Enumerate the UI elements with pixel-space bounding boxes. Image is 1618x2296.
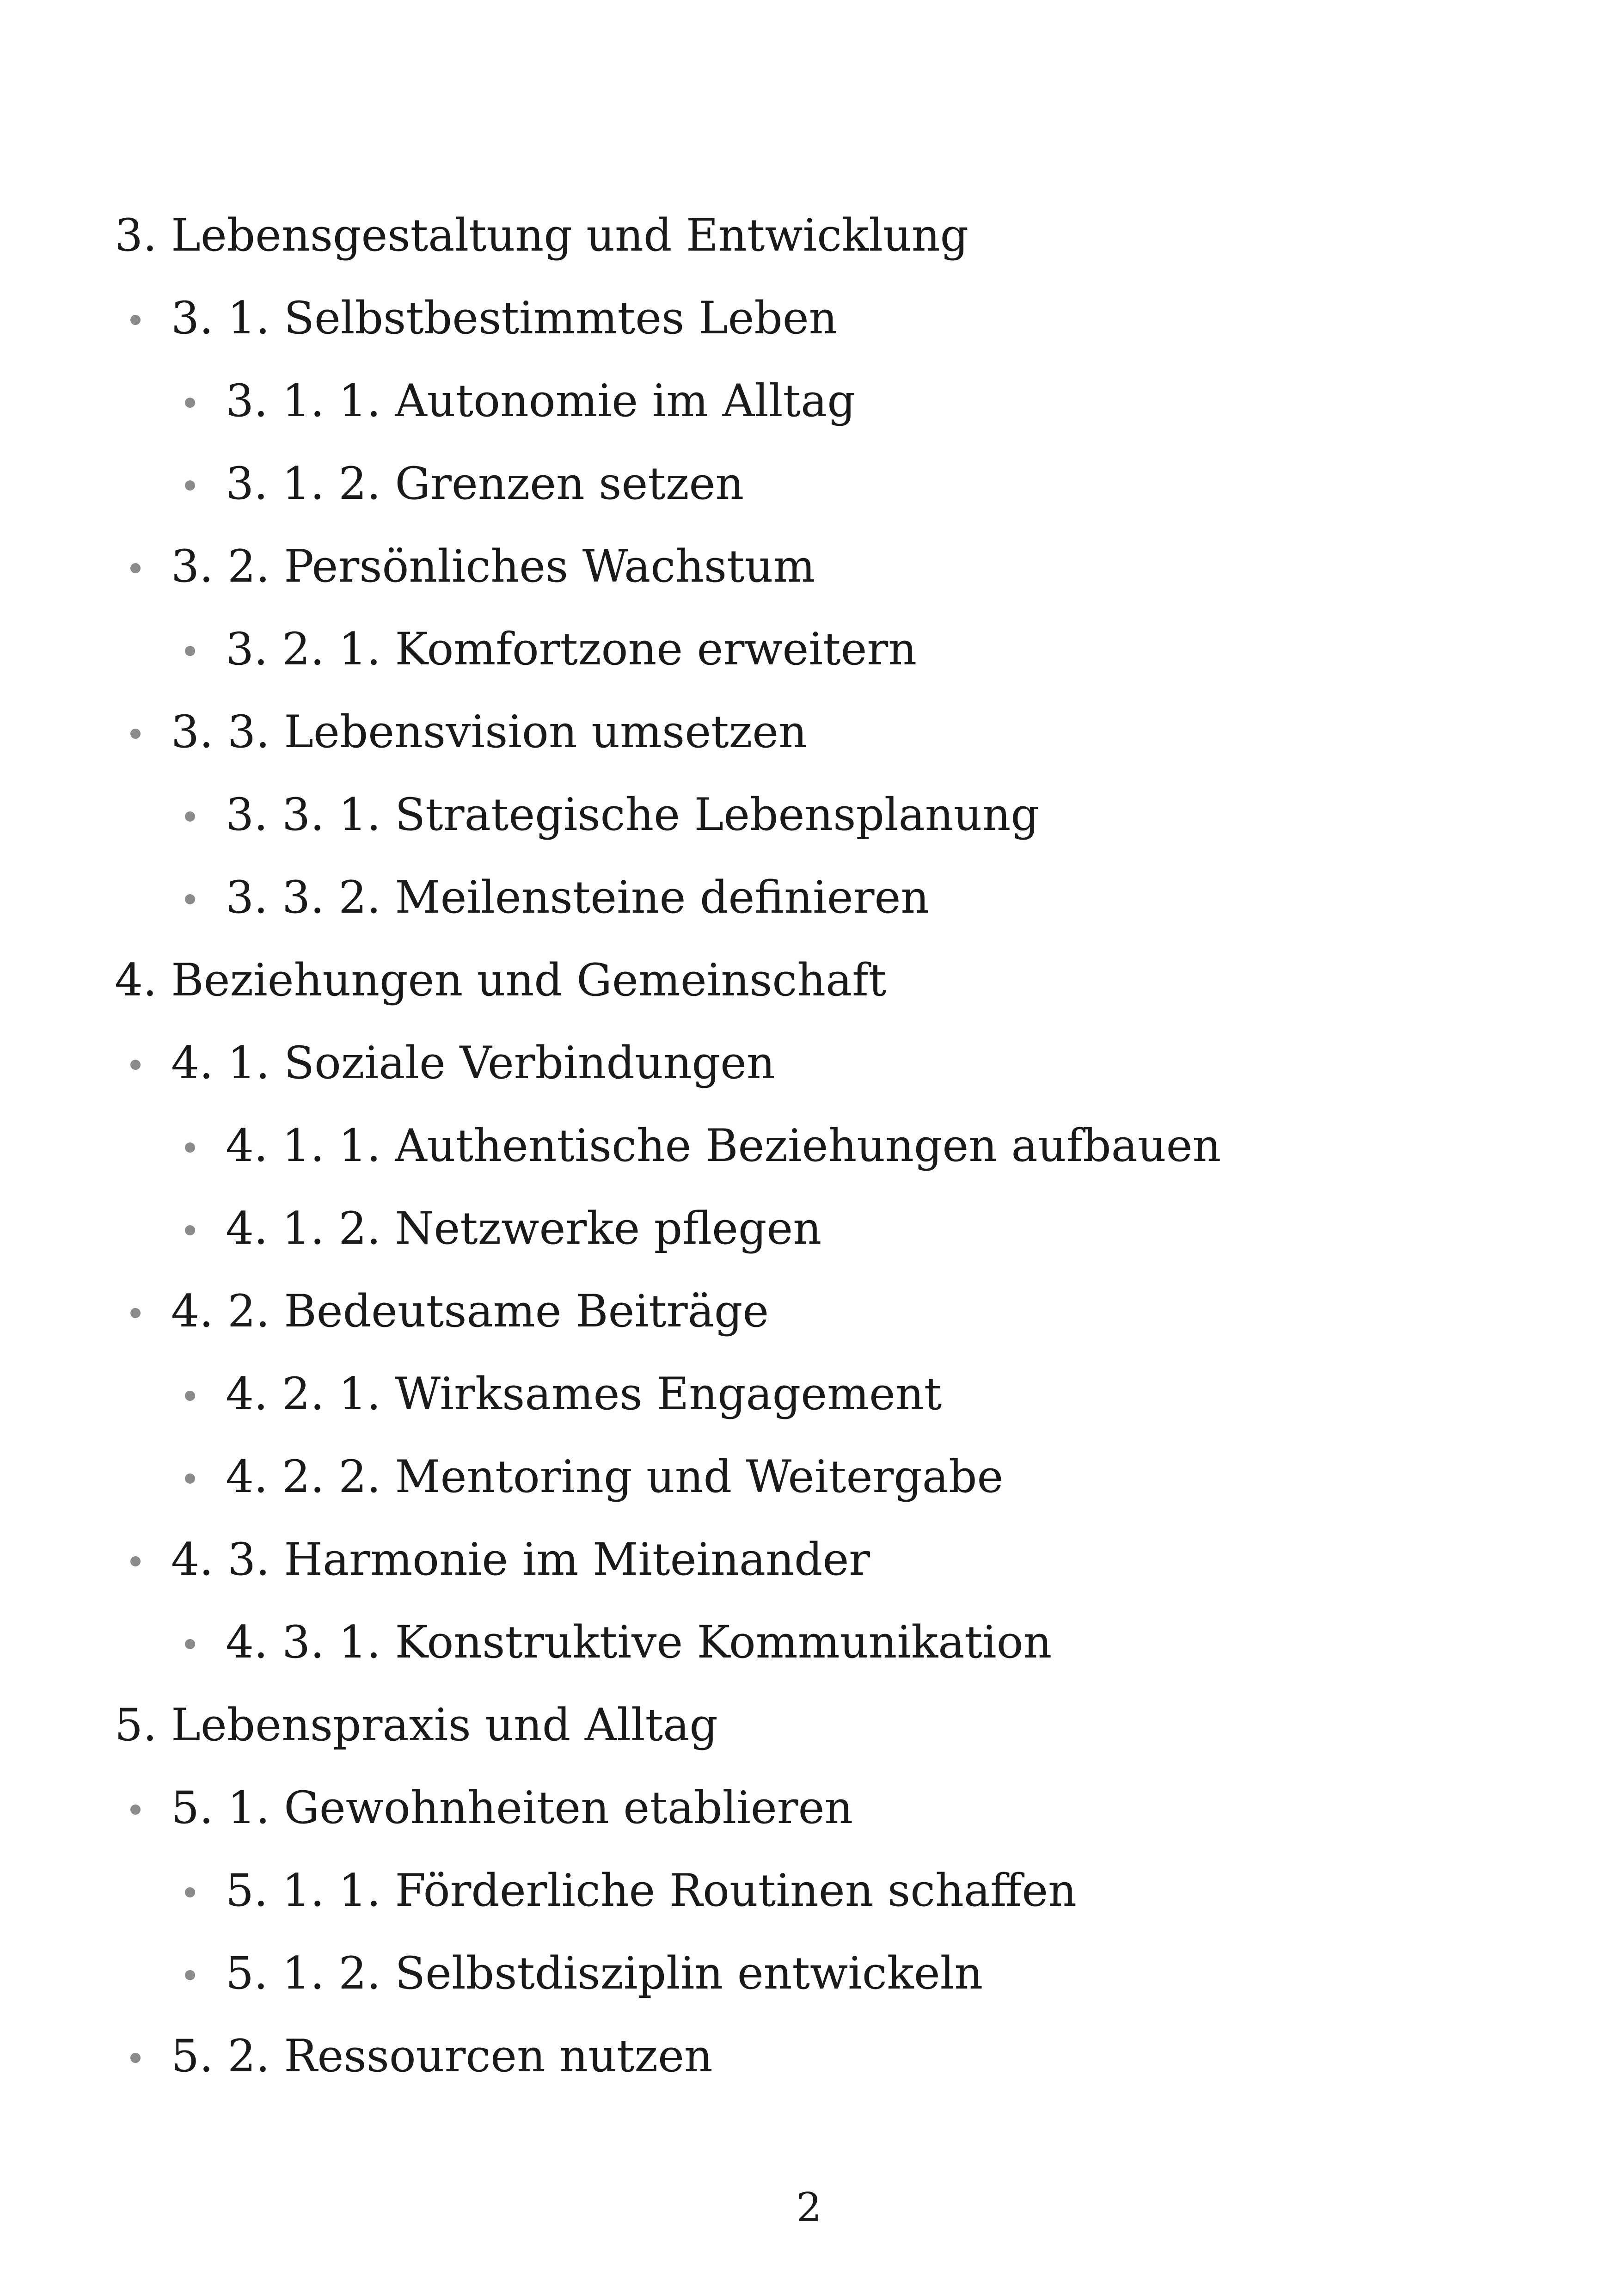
bullet-icon [130,1308,141,1318]
toc-subsection [115,1353,1502,1436]
toc-entry-label: 4. 3. 1. Konstruktive Kommunikation [226,1616,1052,1668]
toc-entry-label: 3. 2. Persönliches Wachstum [171,540,815,592]
toc-entry-label: 4. 1. Soziale Verbindungen [171,1037,775,1089]
toc-entry-label: 3. 3. 1. Strategische Lebensplanung [226,789,1039,841]
toc-entry-label: 4. 2. Bedeutsame Beiträge [171,1285,769,1337]
toc-entry-label: 3. 1. 2. Grenzen setzen [226,458,744,510]
toc-section [115,2015,1502,2098]
toc-chapter [115,939,1502,1022]
table-of-contents [115,194,1502,2098]
toc-entry-label: 5. 1. 2. Selbstdisziplin entwickeln [226,1947,983,1999]
toc-section [115,1022,1502,1105]
toc-section [115,1767,1502,1849]
toc-entry-label: 4. 2. 1. Wirksames Engagement [226,1368,942,1420]
toc-subsection [115,856,1502,939]
bullet-icon [185,1887,195,1897]
toc-subsection [115,1436,1502,1518]
bullet-icon [130,563,141,573]
toc-entry-label: 3. 3. 2. Meilensteine definieren [226,872,930,923]
toc-entry-label: 4. 1. 1. Authentische Beziehungen aufbauen [226,1120,1221,1172]
bullet-icon [185,1639,195,1649]
toc-section [115,1270,1502,1353]
bullet-icon [185,894,195,904]
toc-subsection [115,608,1502,691]
toc-subsection [115,1849,1502,1932]
toc-entry-label: 4. 1. 2. Netzwerke pflegen [226,1203,822,1254]
bullet-icon [185,398,195,408]
toc-entry-label: 5. 1. Gewohnheiten etablieren [171,1782,853,1834]
toc-subsection [115,442,1502,525]
toc-section [115,277,1502,360]
bullet-icon [130,315,141,325]
bullet-icon [185,1473,195,1484]
bullet-icon [130,2053,141,2063]
toc-section [115,525,1502,608]
bullet-icon [130,1805,141,1815]
toc-entry-label: 4. 2. 2. Mentoring und Weitergabe [226,1451,1004,1503]
toc-entry-label: 5. Lebenspraxis und Alltag [115,1699,718,1751]
toc-entry-label: 5. 1. 1. Förderliche Routinen schaffen [226,1865,1077,1916]
toc-entry-label: 3. Lebensgestaltung und Entwicklung [115,209,969,261]
toc-entry-label: 3. 1. 1. Autonomie im Alltag [226,375,856,427]
toc-chapter [115,194,1502,277]
bullet-icon [185,1391,195,1401]
bullet-icon [185,1225,195,1235]
page-number: 2 [796,2185,822,2231]
toc-subsection [115,1105,1502,1187]
toc-subsection [115,1601,1502,1684]
toc-section [115,691,1502,774]
toc-subsection [115,1932,1502,2015]
toc-entry-label: 3. 3. Lebensvision umsetzen [171,706,807,758]
toc-chapter [115,1684,1502,1767]
toc-subsection [115,360,1502,442]
bullet-icon [185,480,195,491]
bullet-icon [185,646,195,656]
toc-entry-label: 3. 2. 1. Komfortzone erweitern [226,623,917,675]
toc-entry-label: 5. 2. Ressourcen nutzen [171,2030,713,2082]
bullet-icon [185,1970,195,1980]
bullet-icon [130,1556,141,1566]
toc-section [115,1518,1502,1601]
toc-entry-label: 4. Beziehungen und Gemeinschaft [115,954,887,1006]
bullet-icon [185,1142,195,1153]
bullet-icon [130,1060,141,1070]
toc-subsection [115,1187,1502,1270]
toc-entry-label: 3. 1. Selbstbestimmtes Leben [171,292,838,344]
bullet-icon [185,811,195,822]
toc-entry-label: 4. 3. Harmonie im Miteinander [171,1534,870,1585]
toc-subsection [115,774,1502,856]
bullet-icon [130,729,141,739]
